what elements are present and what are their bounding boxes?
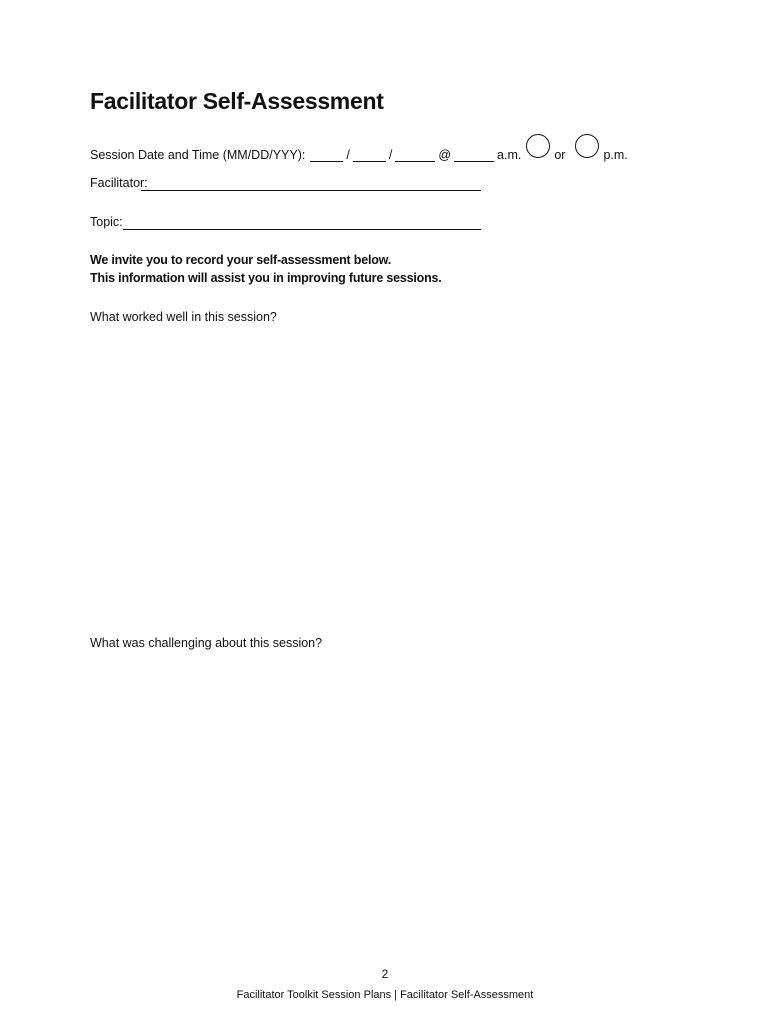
am-label: a.m. [497, 148, 522, 162]
challenging-answer-area[interactable] [90, 656, 680, 946]
pm-label: p.m. [603, 148, 628, 162]
footer-text: Facilitator Toolkit Session Plans | Facilitator Self-Assessment [236, 989, 534, 1001]
page-number: 2 [381, 967, 389, 981]
date-separator: / [388, 148, 393, 162]
topic-label: Topic: [90, 215, 123, 229]
date-separator: / [346, 148, 350, 162]
session-date-row [90, 138, 628, 162]
intro-line-2: This information will assist you in improving future sessions. [90, 271, 442, 285]
month-field[interactable] [310, 149, 343, 162]
page-title: Facilitator Self-Assessment [90, 88, 384, 114]
at-symbol: @ [438, 148, 452, 162]
year-field[interactable] [395, 149, 435, 162]
or-label: or [554, 148, 566, 162]
question-challenging: What was challenging about this session? [90, 636, 323, 650]
question-worked-well: What worked well in this session? [90, 310, 277, 324]
time-field[interactable] [454, 149, 494, 162]
facilitator-field[interactable] [141, 190, 481, 191]
day-field[interactable] [353, 149, 386, 162]
session-date-label: Session Date and Time (MM/DD/YYY): [90, 148, 306, 162]
am-radio[interactable] [526, 134, 550, 158]
intro-line-1: We invite you to record your self-assessment below. [90, 253, 392, 267]
pm-radio[interactable] [575, 134, 599, 158]
facilitator-label: Facilitator: [90, 176, 148, 190]
worked-well-answer-area[interactable] [90, 330, 680, 620]
topic-field[interactable] [123, 229, 481, 230]
